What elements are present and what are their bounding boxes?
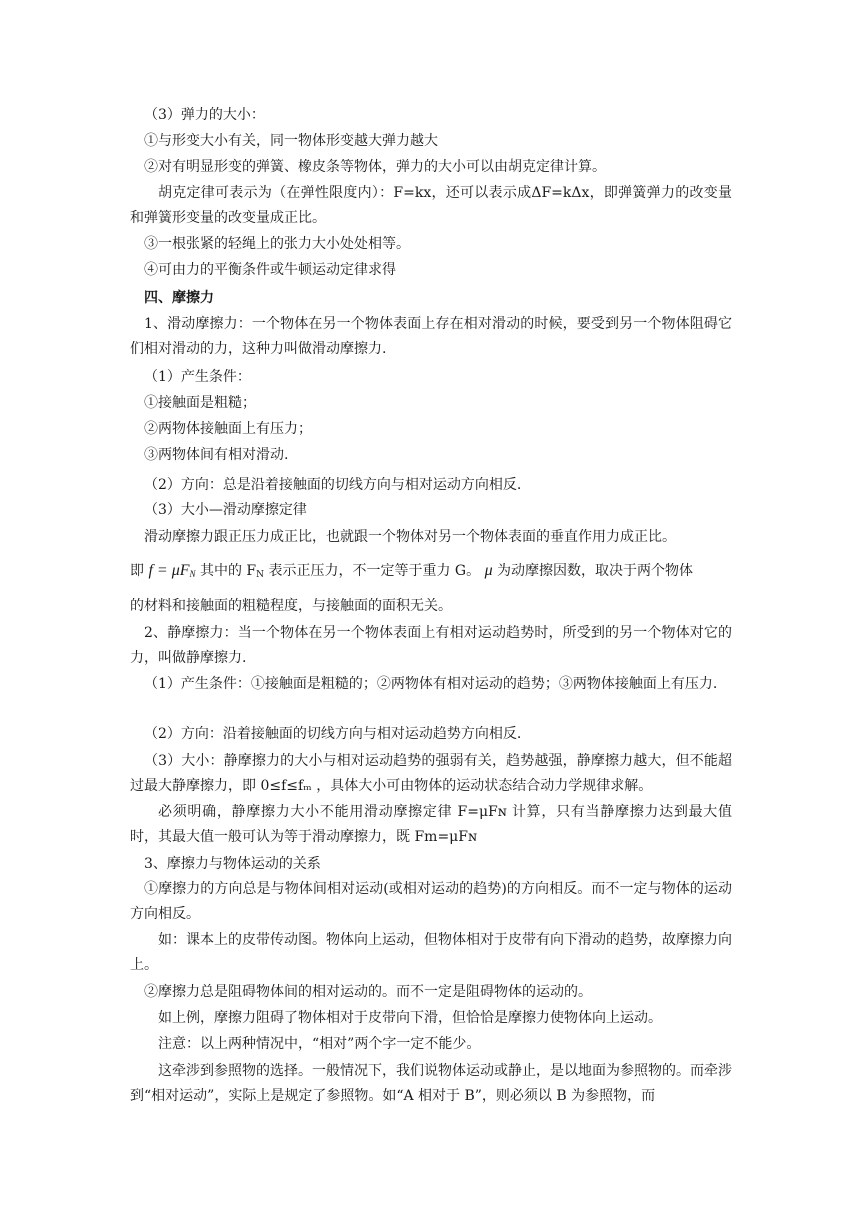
paragraph: 的材料和接触面的粗糙程度，与接触面的面积无关。 <box>130 598 452 614</box>
paragraph: ①与形变大小有关，同一物体形变越大弹力越大 <box>144 133 438 149</box>
paragraph: ②对有明显形变的弹簧、橡皮条等物体，弹力的大小可以由胡克定律计算。 <box>144 159 606 175</box>
paragraph: 1、滑动摩擦力：一个物体在另一个物体表面上存在相对滑动的时候，要受到另一个物体阻碍它们相对滑动的力，这种力叫做滑动摩擦力. <box>130 316 732 357</box>
paragraph: 3、摩擦力与物体运动的关系 <box>144 856 321 872</box>
paragraph: （1）产生条件：①接触面是粗糙的；②两物体有相对运动的趋势；③两物体接触面上有压力. <box>144 676 718 692</box>
paragraph: （3）弹力的大小： <box>144 107 265 123</box>
formula-text-c: 为动摩擦因数，取决于两个物体 <box>497 563 694 579</box>
formula-prefix: 即 <box>130 563 144 579</box>
paragraph: ③一根张紧的轻绳上的张力大小处处相等。 <box>144 236 410 252</box>
friction-formula <box>148 562 195 579</box>
formula-subscript: N <box>189 569 196 579</box>
formula-line <box>130 558 750 588</box>
paragraph: （3）大小：静摩擦力的大小与相对运动趋势的强弱有关，趋势越强，静摩擦力越大，但不能超过最大静摩擦力，即 0≤f≤fₘ ，具体大小可由物体的运动状态结合动力学规律求解。 <box>130 753 732 794</box>
paragraph: （2）方向：沿着接触面的切线方向与相对运动趋势方向相反. <box>144 726 522 742</box>
paragraph: 如上例，摩擦力阻碍了物体相对于皮带向下滑，但恰恰是摩擦力使物体向上运动。 <box>158 1010 662 1026</box>
paragraph: 这牵涉到参照物的选择。一般情况下，我们说物体运动或静止，是以地面为参照物的。而牵涉到“相对运动”，实际上是规定了参照物。如“A 相对于 B”，则必须以 B 为参照物，而 <box>130 1063 732 1104</box>
mu-symbol: μ <box>484 562 493 579</box>
paragraph: ①摩擦力的方向总是与物体间相对运动(或相对运动的趋势)的方向相反。而不一定与物体的运动方向相反。 <box>130 881 732 922</box>
paragraph: ④可由力的平衡条件或牛顿运动定律求得 <box>144 262 396 278</box>
paragraph: 必须明确，静摩擦力大小不能用滑动摩擦定律 F=μFɴ 计算，只有当静摩擦力达到最大值时，其最大值一般可认为等于滑动摩擦力，既 Fm=μFɴ <box>130 804 732 845</box>
formula-text: f = μF <box>148 562 190 579</box>
section-heading: 四、摩擦力 <box>144 290 214 306</box>
formula-text-b: 表示正压力，不一定等于重力 G。 <box>268 563 481 579</box>
paragraph: 如：课本上的皮带传动图。物体向上运动，但物体相对于皮带有向下滑动的趋势，故摩擦力向上。 <box>130 932 732 973</box>
paragraph: 2、静摩擦力：当一个物体在另一个物体表面上有相对运动趋势时，所受到的另一个物体对它的力，叫做静摩擦力. <box>130 625 732 666</box>
formula-text-a: 其中的 F <box>199 563 257 579</box>
paragraph: 注意：以上两种情况中，“相对”两个字一定不能少。 <box>158 1036 481 1052</box>
paragraph: 胡克定律可表示为（在弹性限度内）：F=kx，还可以表示成ΔF=kΔx，即弹簧弹力的改变量和弹簧形变量的改变量成正比。 <box>130 185 732 226</box>
paragraph: ②两物体接触面上有压力； <box>144 421 312 437</box>
fn-subscript: N <box>256 570 265 580</box>
paragraph: （3）大小—滑动摩擦定律 <box>144 502 307 518</box>
paragraph: ③两物体间有相对滑动. <box>144 447 289 463</box>
paragraph: 滑动摩擦力跟正压力成正比，也就跟一个物体对另一个物体表面的垂直作用力成正比。 <box>144 529 676 545</box>
paragraph: ②摩擦力总是阻碍物体间的相对运动的。而不一定是阻碍物体的运动的。 <box>144 984 592 1000</box>
paragraph: （1）产生条件： <box>144 369 251 385</box>
paragraph: ①接触面是粗糙； <box>144 395 256 411</box>
paragraph: （2）方向：总是沿着接触面的切线方向与相对运动方向相反. <box>144 477 522 493</box>
